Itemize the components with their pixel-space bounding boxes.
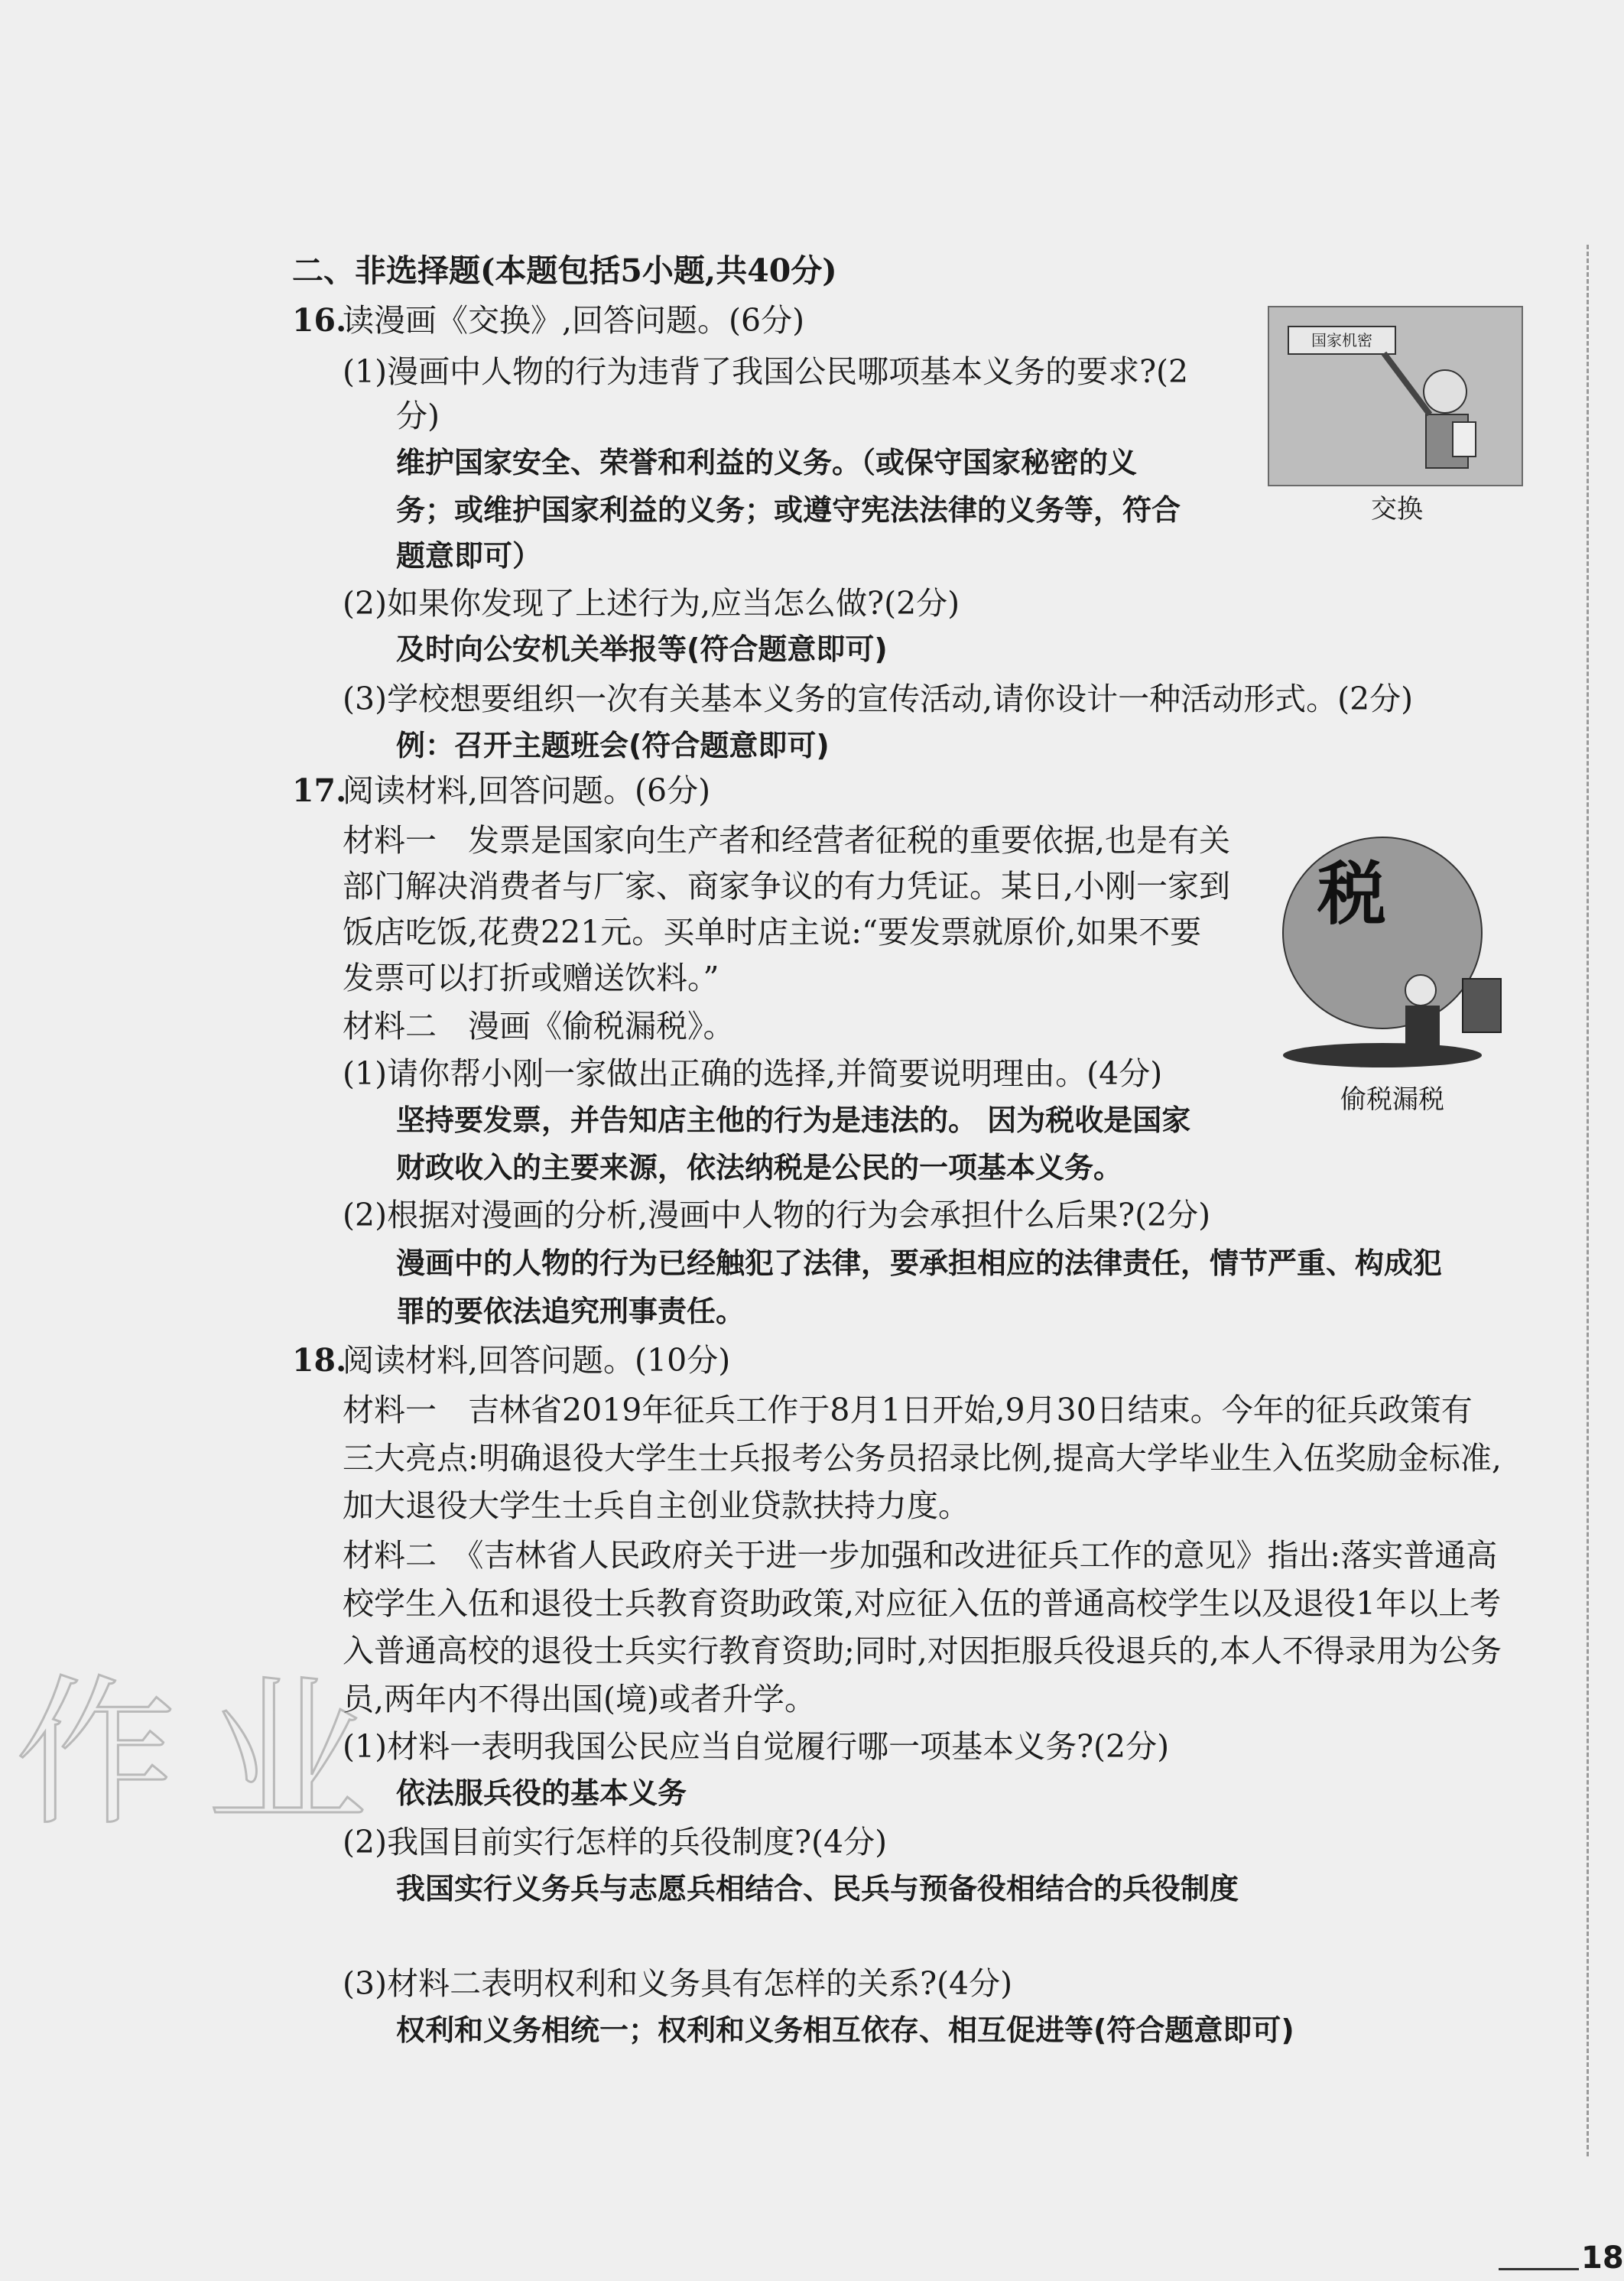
- q18-material2-line4: 员,两年内不得出国(境)或者升学。: [343, 1681, 817, 1717]
- q18-sub1: (1)材料一表明我国公民应当自觉履行哪一项基本义务?(2分): [343, 1728, 1170, 1765]
- q18-number: 18.: [292, 1342, 347, 1379]
- q17-figure-caption: 偷税漏税: [1340, 1084, 1444, 1115]
- footer-rule: [1499, 2268, 1579, 2270]
- exchange-cartoon-icon: [1269, 307, 1522, 485]
- q18-sub3: (3)材料二表明权利和义务具有怎样的关系?(4分): [343, 1965, 1013, 2002]
- q18-material2-line3: 入普通高校的退役士兵实行教育资助;同时,对因拒服兵役退兵的,本人不得录用为公务: [343, 1633, 1502, 1669]
- q18-material1-line1: 材料一 吉林省2019年征兵工作于8月1日开始,9月30日结束。今年的征兵政策有: [343, 1392, 1473, 1428]
- q17-sub1: (1)请你帮小刚一家做出正确的选择,并简要说明理由。(4分): [343, 1055, 1163, 1092]
- watermark: 作业: [15, 1660, 398, 1847]
- q18-material1-line2: 三大亮点:明确退役大学生士兵报考公务员招录比例,提高大学毕业生入伍奖励金标准,: [343, 1440, 1502, 1477]
- tax-evasion-cartoon-icon: [1268, 826, 1520, 1074]
- q18-material1-line3: 加大退役大学生士兵自主创业贷款扶持力度。: [343, 1487, 970, 1524]
- q17-material1-line4: 发票可以打折或赠送饮料。”: [343, 960, 719, 996]
- q16-sub3: (3)学校想要组织一次有关基本义务的宣传活动,请你设计一种活动形式。(2分): [343, 681, 1414, 717]
- q17-answer1-line2: 财政收入的主要来源，依法纳税是公民的一项基本义务。: [396, 1151, 1123, 1184]
- q18-answer2: 我国实行义务兵与志愿兵相结合、民兵与预备役相结合的兵役制度: [396, 1872, 1239, 1906]
- q16-answer1-line2: 务；或维护国家利益的义务；或遵守宪法法律的义务等，符合: [396, 493, 1181, 527]
- q17-stem: 阅读材料,回答问题。(6分): [343, 772, 711, 809]
- svg-text:国家机密: 国家机密: [1311, 331, 1372, 349]
- q16-answer2: 及时向公安机关举报等(符合题意即可): [396, 632, 888, 666]
- q17-material1-line1: 材料一 发票是国家向生产者和经营者征税的重要依据,也是有关: [343, 822, 1231, 859]
- q18-material2-line1: 材料二 《吉林省人民政府关于进一步加强和改进征兵工作的意见》指出:落实普通高: [343, 1537, 1498, 1574]
- page-number: 18: [1581, 2240, 1624, 2276]
- svg-text:税: 税: [1317, 854, 1386, 934]
- binding-line: [1587, 245, 1589, 2156]
- q16-cartoon-image: [1268, 306, 1523, 486]
- q18-material2-line2: 校学生入伍和退役士兵教育资助政策,对应征入伍的普通高校学生以及退役1年以上考: [343, 1585, 1502, 1622]
- q18-answer1: 依法服兵役的基本义务: [396, 1776, 687, 1810]
- q16-figure-caption: 交换: [1371, 494, 1423, 525]
- q17-material2: 材料二 漫画《偷税漏税》。: [343, 1008, 735, 1045]
- q16-sub1-line2: 分): [396, 398, 440, 434]
- q17-sub2: (2)根据对漫画的分析,漫画中人物的行为会承担什么后果?(2分): [343, 1197, 1211, 1233]
- q16-stem: 读漫画《交换》,回答问题。(6分): [343, 302, 805, 339]
- q18-sub2: (2)我国目前实行怎样的兵役制度?(4分): [343, 1824, 888, 1860]
- q16-sub1-line1: (1)漫画中人物的行为违背了我国公民哪项基本义务的要求?(2: [343, 353, 1189, 390]
- q17-answer2-line2: 罪的要依法追究刑事责任。: [396, 1295, 745, 1328]
- q17-cartoon-image: [1268, 826, 1520, 1074]
- q17-number: 17.: [292, 772, 347, 809]
- section-title: 二、非选择题(本题包括5小题,共40分): [292, 252, 837, 289]
- q18-answer3: 权利和义务相统一；权利和义务相互依存、相互促进等(符合题意即可): [396, 2013, 1294, 2047]
- q16-answer3: 例：召开主题班会(符合题意即可): [396, 729, 830, 762]
- q18-stem: 阅读材料,回答问题。(10分): [343, 1342, 731, 1379]
- q17-material1-line2: 部门解决消费者与厂家、商家争议的有力凭证。某日,小刚一家到: [343, 868, 1231, 905]
- q16-answer1-line3: 题意即可）: [396, 539, 542, 573]
- q16-sub2: (2)如果你发现了上述行为,应当怎么做?(2分): [343, 585, 960, 622]
- q17-material1-line3: 饭店吃饭,花费221元。买单时店主说:“要发票就原价,如果不要: [343, 914, 1202, 950]
- q16-number: 16.: [292, 302, 347, 339]
- q16-answer1-line1: 维护国家安全、荣誉和利益的义务。（或保守国家秘密的义: [396, 446, 1138, 479]
- q17-answer1-line1: 坚持要发票，并告知店主他的行为是违法的。 因为税收是国家: [396, 1103, 1191, 1137]
- q17-answer2-line1: 漫画中的人物的行为已经触犯了法律，要承担相应的法律责任，情节严重、构成犯: [396, 1246, 1443, 1280]
